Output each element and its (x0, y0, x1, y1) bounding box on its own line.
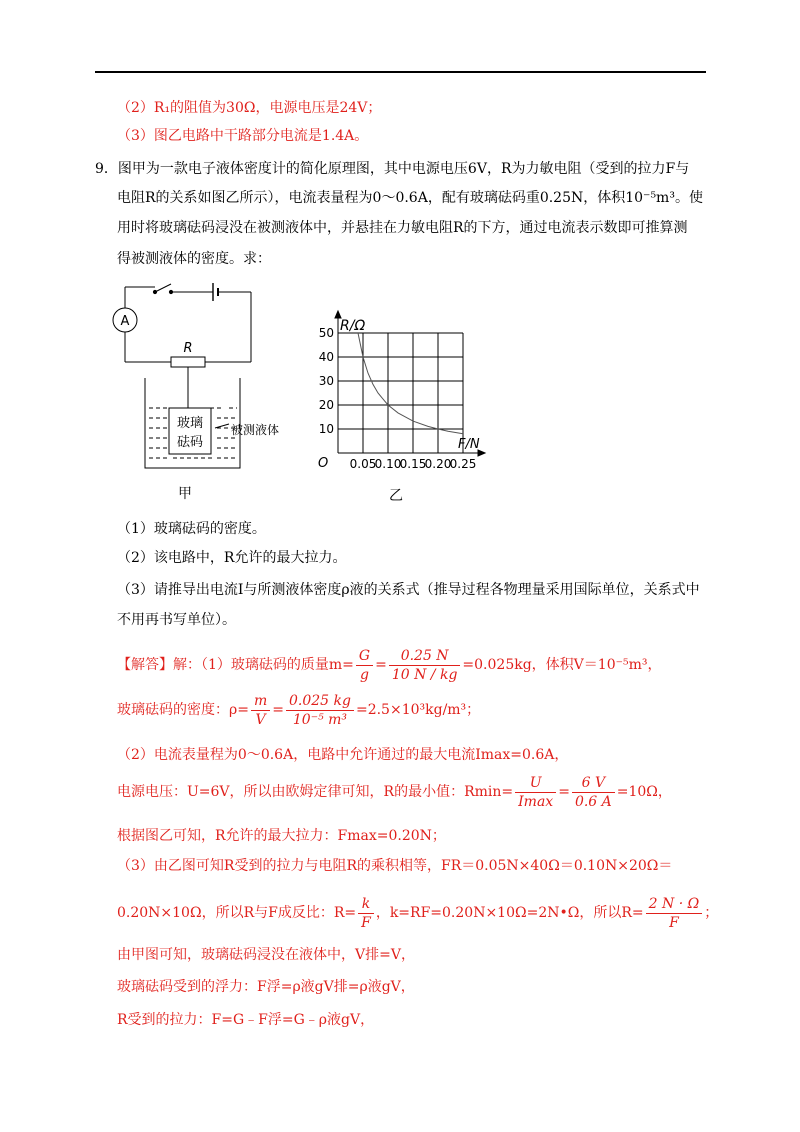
chart-x-tick-label: 0.20 (424, 457, 452, 471)
chart-y-tick-label: 50 (318, 326, 334, 340)
sub-question-1: （1）玻璃砝码的密度。 (117, 521, 266, 537)
solution-line-10: R受到的拉力：F=G﹣F浮=G﹣ρ液gV， (117, 1012, 375, 1028)
solution-line-6: （3）由乙图可知R受到的拉力与电阻R的乘积相等，FR＝0.05N×40Ω＝0.10N×20Ω＝ (117, 858, 673, 874)
fraction-G-over-g: $\frac{G}{g}$ (356, 647, 373, 684)
resistor-label: R (183, 341, 193, 356)
fraction-voltage-over-current: $\frac{6 V}{0.6 A}$ (572, 774, 615, 811)
fraction-k-over-F: $\frac{k}{F}$ (358, 895, 374, 932)
solution-line-8: 由甲图可知，玻璃砝码浸没在液体中，V排=V， (117, 947, 415, 963)
figure-jia-caption: 甲 (178, 486, 192, 502)
question-line-3: 用时将玻璃砝码浸没在被测液体中，并悬挂在力敏电阻R的下方，通过电流表示数即可推算测 (117, 220, 688, 236)
svg-text:玻璃: 玻璃 (176, 416, 204, 431)
solution-line-1: 【解答】解：（1）玻璃砝码的质量m= $\frac{G}{g}$ = $\frac{0.25 N}{10 N / kg}$ =0.025kg，体积V＝10⁻⁵m³， (117, 647, 662, 683)
fraction-U-over-Imax: $\frac{U}{Imax}$ (515, 774, 556, 811)
previous-answer-2: （2）R₁的阻值为30Ω，电源电压是24V； (117, 100, 382, 116)
sub-question-3-line-2: 不用再书写单位）。 (117, 612, 236, 628)
question-line-2: 电阻R的关系如图乙所示），电流表量程为0～0.6A，配有玻璃砝码重0.25N，体积10⁻⁵m³。使 (117, 190, 703, 206)
resistance-force-chart (308, 312, 493, 502)
liquid-label: 被测液体 (231, 423, 280, 437)
svg-text:砝码: 砝码 (176, 435, 204, 450)
fraction-2No-over-F: $\frac{2 N \cdot \Omega}{F}$ (646, 895, 703, 932)
sub-question-3-line-1: （3）请推导出电流I与所测液体密度ρ液的关系式（推导过程各物理量采用国际单位，关系式中 (117, 582, 700, 598)
solution-line-9: 玻璃砝码受到的浮力：F浮=ρ液gV排=ρ液gV， (117, 979, 415, 995)
chart-y-tick-label: 40 (318, 350, 334, 364)
circuit-diagram (105, 280, 280, 502)
chart-y-tick-label: 20 (318, 398, 334, 412)
solution-line-7: 0.20N×10Ω，所以R与F成反比：R= $\frac{k}{F}$ ，k=RF=0.20N×10Ω=2N•Ω，所以R= $\frac{2 N \cdot \Omega}{F}$ ； (117, 895, 719, 931)
chart-x-tick-label: 0.25 (449, 457, 477, 471)
chart-series-line (358, 333, 463, 434)
solution-tag: 【解答】 (117, 657, 173, 673)
chart-y-tick-label: 10 (318, 422, 334, 436)
solution-line-2: 玻璃砝码的密度：ρ= $\frac{m}{V}$ = $\frac{0.025 kg}{\text{10⁻⁵ m³}}$ =2.5×10³kg/m³； (117, 692, 481, 728)
fraction-density-values: $\frac{0.025 kg}{\text{10⁻⁵ m³}}$ (286, 692, 354, 729)
question-line-1: 9．图甲为一款电子液体密度计的简化原理图，其中电源电压6V，R为力敏电阻（受到的拉力F与 (95, 161, 690, 177)
ammeter-label: A (120, 314, 130, 329)
chart-caption: 乙 (389, 488, 403, 504)
sub-question-2: （2）该电路中，R允许的最大拉力。 (117, 550, 347, 566)
solution-line-4: 电源电压：U=6V，所以由欧姆定律可知，R的最小值：Rmin= $\frac{U}{Imax}$ = $\frac{6 V}{0.6 A}$ =10Ω， (117, 774, 672, 810)
chart-x-tick-label: 0.05 (349, 457, 377, 471)
previous-answer-3: （3）图乙电路中干路部分电流是1.4A。 (117, 128, 369, 144)
header-rule (95, 71, 706, 73)
chart-x-axis-label: F/N (458, 437, 480, 452)
chart-origin-label: O (318, 456, 329, 471)
solution-line-5: 根据图乙可知，R允许的最大拉力：Fmax=0.20N； (117, 828, 446, 844)
solution-line-3: （2）电流表量程为0～0.6A，电路中允许通过的最大电流Imax=0.6A， (117, 747, 569, 763)
chart-y-axis-label: R/Ω (340, 318, 366, 334)
chart-x-tick-label: 0.15 (399, 457, 427, 471)
question-number: 9． (95, 161, 118, 177)
fraction-weight-over-g: $\frac{0.25 N}{10 N / kg}$ (389, 647, 461, 684)
chart-y-tick-label: 30 (318, 374, 334, 388)
chart-x-tick-label: 0.10 (374, 457, 402, 471)
question-line-4: 得被测液体的密度。求： (117, 251, 271, 267)
fraction-m-over-V: $\frac{m}{V}$ (251, 692, 270, 729)
